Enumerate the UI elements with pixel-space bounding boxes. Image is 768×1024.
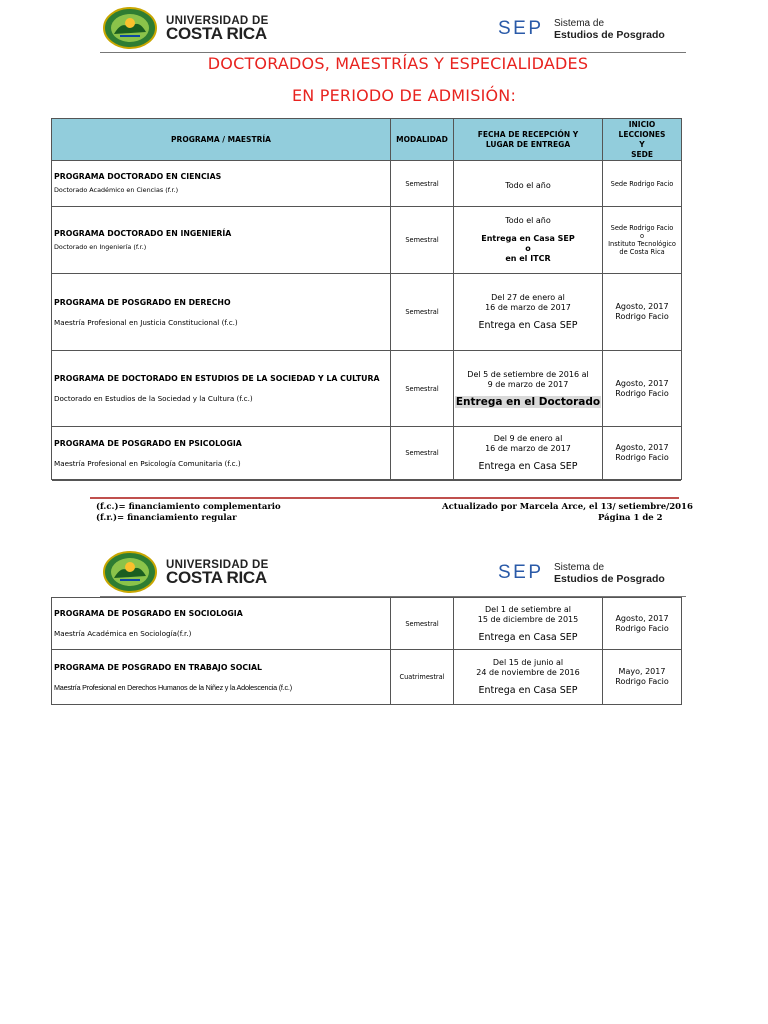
- entrega-text: Entrega en Casa SEP: [478, 631, 578, 643]
- fecha-cell: [454, 161, 603, 207]
- divider-red: [90, 497, 679, 499]
- fecha-line2: 9 de marzo de 2017: [487, 379, 569, 389]
- fecha-line2: Entrega en Casa SEP: [481, 234, 575, 243]
- program-cell: [52, 650, 391, 705]
- fecha-cell: [454, 427, 603, 480]
- inicio-cell: [603, 274, 682, 351]
- program-cell: [52, 274, 391, 351]
- table-row: [52, 351, 682, 427]
- col-header-inicio-line1: INICIO: [628, 119, 656, 129]
- sep-subtitle-line2: Estudios de Posgrado: [554, 573, 665, 585]
- fecha-cell: [454, 650, 603, 705]
- sep-subtitle-line2: Estudios de Posgrado: [554, 29, 665, 41]
- program-cell: [52, 161, 391, 207]
- inicio-cell: [603, 650, 682, 705]
- inicio-line1: Agosto, 2017: [615, 443, 669, 452]
- fecha-line1: Todo el año: [505, 216, 551, 225]
- program-description: Doctorado en Ingeniería (f.r.): [54, 242, 147, 251]
- page-header-2: [100, 548, 686, 597]
- university-name-line1: UNIVERSIDAD DE: [166, 15, 269, 27]
- fecha-line4: en el ITCR: [505, 254, 551, 263]
- fecha-line2: 24 de noviembre de 2016: [476, 668, 580, 677]
- inicio-line2: Rodrigo Facio: [615, 623, 669, 633]
- fecha-cell: [454, 351, 603, 427]
- inicio-cell: [603, 207, 682, 274]
- col-header-modalidad: MODALIDAD: [391, 119, 454, 161]
- inicio-cell: [603, 427, 682, 480]
- col-header-inicio-line3: Y: [639, 139, 645, 149]
- entrega-text: Entrega en Casa SEP: [478, 685, 578, 696]
- inicio-line1: Agosto, 2017: [615, 613, 669, 623]
- inicio-line4: de Costa Rica: [619, 248, 665, 256]
- inicio-line2: Rodrigo Facio: [615, 453, 669, 462]
- inicio-line2: Rodrigo Facio: [615, 312, 669, 321]
- program-name: PROGRAMA DOCTORADO EN CIENCIAS: [54, 172, 222, 181]
- table-row: [52, 161, 682, 207]
- program-cell: [52, 427, 391, 480]
- page-subtitle: EN PERIODO DE ADMISIÓN:: [291, 86, 517, 105]
- program-name: PROGRAMA DE DOCTORADO EN ESTUDIOS DE LA SOCIEDAD Y LA CULTURA: [54, 374, 380, 383]
- entrega-text: Entrega en Casa SEP: [478, 461, 578, 472]
- university-name-line2: COSTA RICA: [166, 568, 267, 587]
- program-name: PROGRAMA DOCTORADO EN INGENIERÍA: [54, 228, 232, 238]
- modalidad-cell: Semestral: [391, 598, 454, 650]
- program-name: PROGRAMA DE POSGRADO EN PSICOLOGIA: [54, 438, 242, 448]
- fecha-line2: 16 de marzo de 2017: [485, 303, 571, 312]
- program-cell: [52, 351, 391, 427]
- note-fc: (f.c.)= financiamiento complementario: [96, 502, 281, 512]
- programs-table: [51, 118, 682, 480]
- col-header-fecha: [454, 119, 603, 161]
- modalidad-cell: Semestral: [391, 427, 454, 480]
- fecha-line1: Del 1 de setiembre al: [485, 604, 571, 614]
- inicio-line1: Mayo, 2017: [618, 667, 666, 676]
- col-header-inicio-line2: LECCIONES: [618, 129, 666, 139]
- fecha-line1: Del 15 de junio al: [492, 658, 564, 667]
- inicio-line1: Agosto, 2017: [615, 378, 669, 388]
- updated-note: Actualizado por Marcela Arce, el 13/ setiembre/2016: [442, 502, 693, 512]
- sep-logo: SEP: [498, 18, 544, 39]
- page-header: [100, 4, 686, 53]
- program-cell: [52, 207, 391, 274]
- table-row: [52, 598, 682, 650]
- col-header-programa: PROGRAMA / MAESTRÍA: [52, 119, 391, 161]
- program-name: PROGRAMA DE POSGRADO EN TRABAJO SOCIAL: [54, 662, 263, 672]
- col-header-fecha-line2: LUGAR DE ENTREGA: [485, 139, 571, 149]
- fecha-cell: [454, 274, 603, 351]
- inicio-line2: Rodrigo Facio: [615, 677, 669, 686]
- ucr-seal-icon: [102, 550, 158, 594]
- col-header-fecha-line1: FECHA DE RECEPCIÓN Y: [477, 129, 579, 139]
- page-title: DOCTORADOS, MAESTRÍAS Y ESPECIALIDADES: [207, 54, 589, 73]
- table-row: [52, 427, 682, 480]
- fecha-line2: 15 de diciembre de 2015: [477, 614, 579, 624]
- inicio-cell: Sede Rodrigo Facio: [603, 161, 682, 207]
- fecha-line1: Del 9 de enero al: [493, 434, 563, 443]
- program-name: PROGRAMA DE POSGRADO EN DERECHO: [54, 297, 231, 307]
- entrega-text: Entrega en Casa SEP: [478, 320, 578, 331]
- modalidad-cell: Semestral: [391, 351, 454, 427]
- modalidad-cell: Semestral: [391, 274, 454, 351]
- program-description: Maestría Profesional en Derechos Humanos de la Niñez y la Adolescencia (f.c.): [54, 682, 292, 692]
- program-description: Maestría Académica en Sociología(f.r.): [54, 629, 192, 638]
- note-fr: (f.r.)= financiamiento regular: [96, 513, 237, 523]
- fecha-line2: 16 de marzo de 2017: [485, 444, 571, 453]
- col-header-inicio-line4: SEDE: [631, 149, 653, 159]
- fecha-line1: Del 5 de setiembre de 2016 al: [467, 369, 589, 379]
- fecha-line3: o: [525, 244, 531, 253]
- modalidad-cell: Cuatrimestral: [391, 650, 454, 705]
- inicio-cell: [603, 351, 682, 427]
- programs-table-2: [51, 597, 682, 705]
- inicio-line3: Instituto Tecnológico: [608, 240, 676, 248]
- fecha-line1: Del 27 de enero al: [491, 293, 565, 302]
- inicio-line1: Agosto, 2017: [615, 302, 669, 311]
- sep-subtitle-line1: Sistema de: [554, 562, 605, 573]
- entrega-text: Entrega en el Doctorado: [455, 395, 601, 408]
- university-name-line2: COSTA RICA: [166, 24, 267, 43]
- divider: [52, 479, 681, 481]
- sep-logo: SEP: [498, 562, 544, 583]
- fecha-cell: [454, 207, 603, 274]
- fecha-cell: [454, 598, 603, 650]
- inicio-cell: [603, 598, 682, 650]
- col-header-inicio: [603, 119, 682, 161]
- inicio-line2: o: [639, 232, 645, 240]
- program-description: Maestría Profesional en Justicia Constitucional (f.c.): [54, 317, 238, 327]
- table-row: [52, 274, 682, 351]
- table-row: [52, 207, 682, 274]
- program-name: PROGRAMA DE POSGRADO EN SOCIOLOGIA: [54, 609, 243, 618]
- program-description: Doctorado Académico en Ciencias (f.r.): [54, 186, 179, 194]
- program-cell: [52, 598, 391, 650]
- page-number: Página 1 de 2: [598, 513, 663, 523]
- university-name-line1: UNIVERSIDAD DE: [166, 559, 269, 571]
- modalidad-cell: Semestral: [391, 161, 454, 207]
- program-description: Doctorado en Estudios de la Sociedad y la Cultura (f.c.): [54, 394, 253, 403]
- table-row: [52, 650, 682, 705]
- table-header-row: [52, 119, 682, 161]
- fecha-text: Todo el año: [505, 180, 551, 190]
- program-description: Maestría Profesional en Psicología Comunitaria (f.c.): [54, 458, 241, 468]
- inicio-line1: Sede Rodrigo Facio: [610, 224, 674, 232]
- sep-subtitle-line1: Sistema de: [554, 18, 605, 29]
- inicio-line2: Rodrigo Facio: [615, 388, 669, 398]
- ucr-seal-icon: [102, 6, 158, 50]
- modalidad-cell: Semestral: [391, 207, 454, 274]
